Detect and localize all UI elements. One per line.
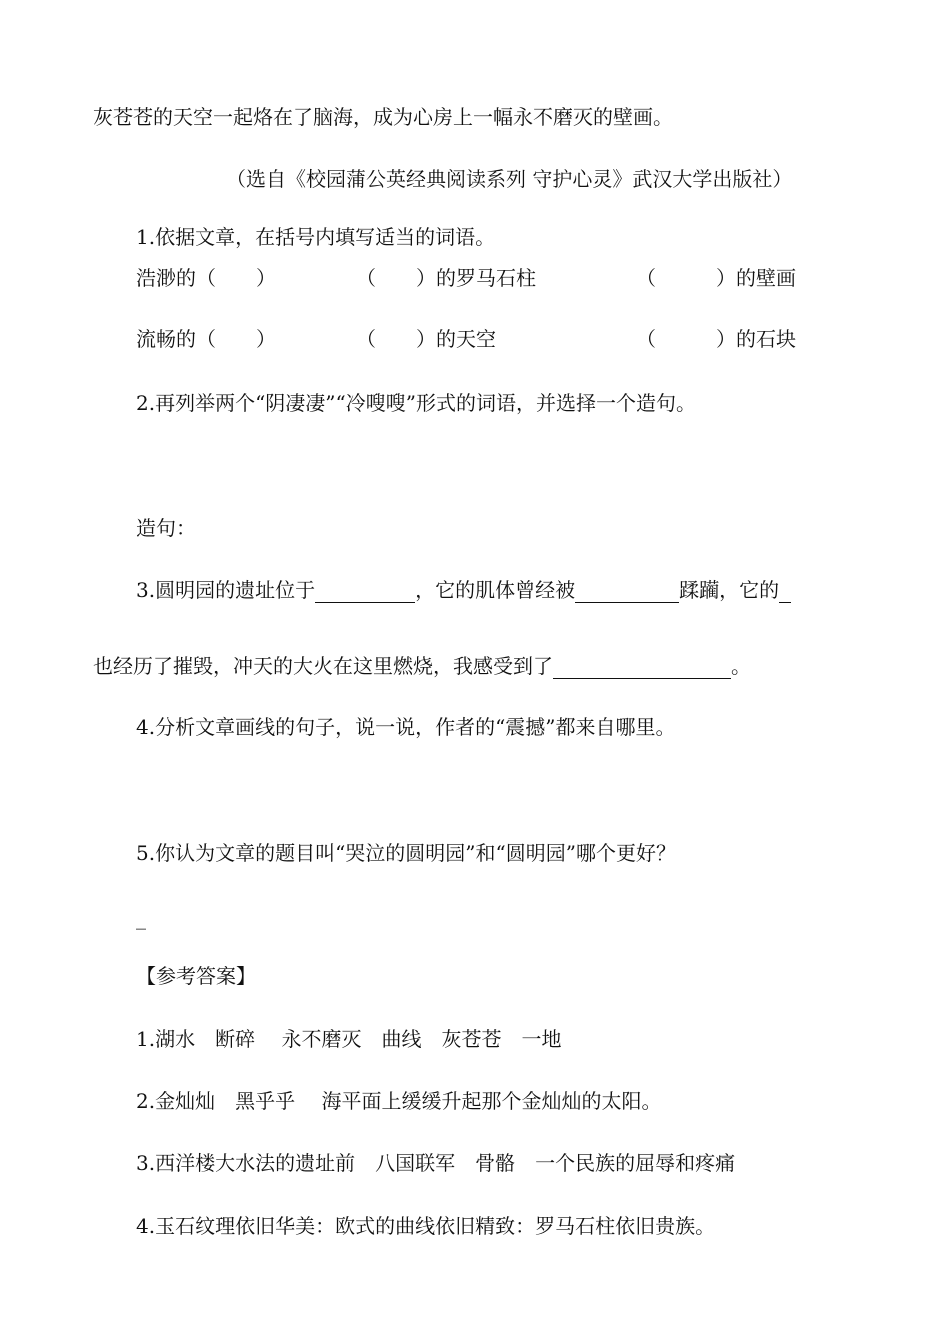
q2-sentence-label: 造句： bbox=[136, 516, 196, 540]
q1-blank-item: （ ）的壁画 bbox=[636, 266, 796, 290]
question-5: 5.你认为文章的题目叫“哭泣的圆明园”和“圆明园”哪个更好？ bbox=[136, 841, 676, 865]
answers-heading: 【参考答案】 bbox=[136, 964, 256, 988]
question-2: 2.再列举两个“阴凄凄”“冷嗖嗖”形式的词语，并选择一个造句。 bbox=[136, 391, 696, 415]
q1-blank-item: （ ）的罗马石柱 bbox=[356, 266, 536, 290]
q1-blank-item: 浩渺的（ ） bbox=[136, 266, 276, 290]
question-3-line-1 bbox=[136, 577, 791, 603]
q3-blank-invader bbox=[575, 580, 679, 603]
q1-blank-item: （ ）的天空 bbox=[356, 327, 496, 351]
question-4: 4.分析文章画线的句子，说一说，作者的“震撼”都来自哪里。 bbox=[136, 715, 676, 739]
q3-text: 蹂躏，它的 bbox=[679, 578, 780, 602]
answer-3: 3.西洋楼大水法的遗址前 八国联军 骨骼 一个民族的屈辱和疼痛 bbox=[136, 1151, 736, 1175]
source-citation: （选自《校园蒲公英经典阅读系列 守护心灵》武汉大学出版社） bbox=[226, 167, 793, 191]
q3-text: 也经历了摧毁，冲天的大火在这里燃烧，我感受到了 bbox=[93, 654, 553, 678]
q1-blank-item: （ ）的石块 bbox=[636, 327, 796, 351]
q3-text: 。 bbox=[731, 654, 751, 678]
q3-text: 3.圆明园的遗址位于 bbox=[136, 578, 316, 602]
question-3-line-2 bbox=[93, 653, 751, 679]
q3-blank-location bbox=[315, 580, 415, 603]
q5-answer-mark: _ bbox=[136, 906, 146, 930]
q3-text: ，它的肌体曾经被 bbox=[415, 578, 576, 602]
answer-2: 2.金灿灿 黑乎乎 海平面上缓缓升起那个金灿灿的太阳。 bbox=[136, 1089, 662, 1113]
q1-blank-item: 流畅的（ ） bbox=[136, 327, 276, 351]
passage-end-text: 灰苍苍的天空一起烙在了脑海，成为心房上一幅永不磨灭的壁画。 bbox=[93, 105, 673, 129]
q3-blank-feeling bbox=[553, 656, 731, 679]
answer-1: 1.湖水 断碎 永不磨灭 曲线 灰苍苍 一地 bbox=[136, 1027, 562, 1051]
question-1: 1.依据文章，在括号内填写适当的词语。 bbox=[136, 225, 496, 249]
answer-4: 4.玉石纹理依旧华美：欧式的曲线依旧精致：罗马石柱依旧贵族。 bbox=[136, 1214, 716, 1238]
q3-blank-body bbox=[779, 580, 791, 603]
